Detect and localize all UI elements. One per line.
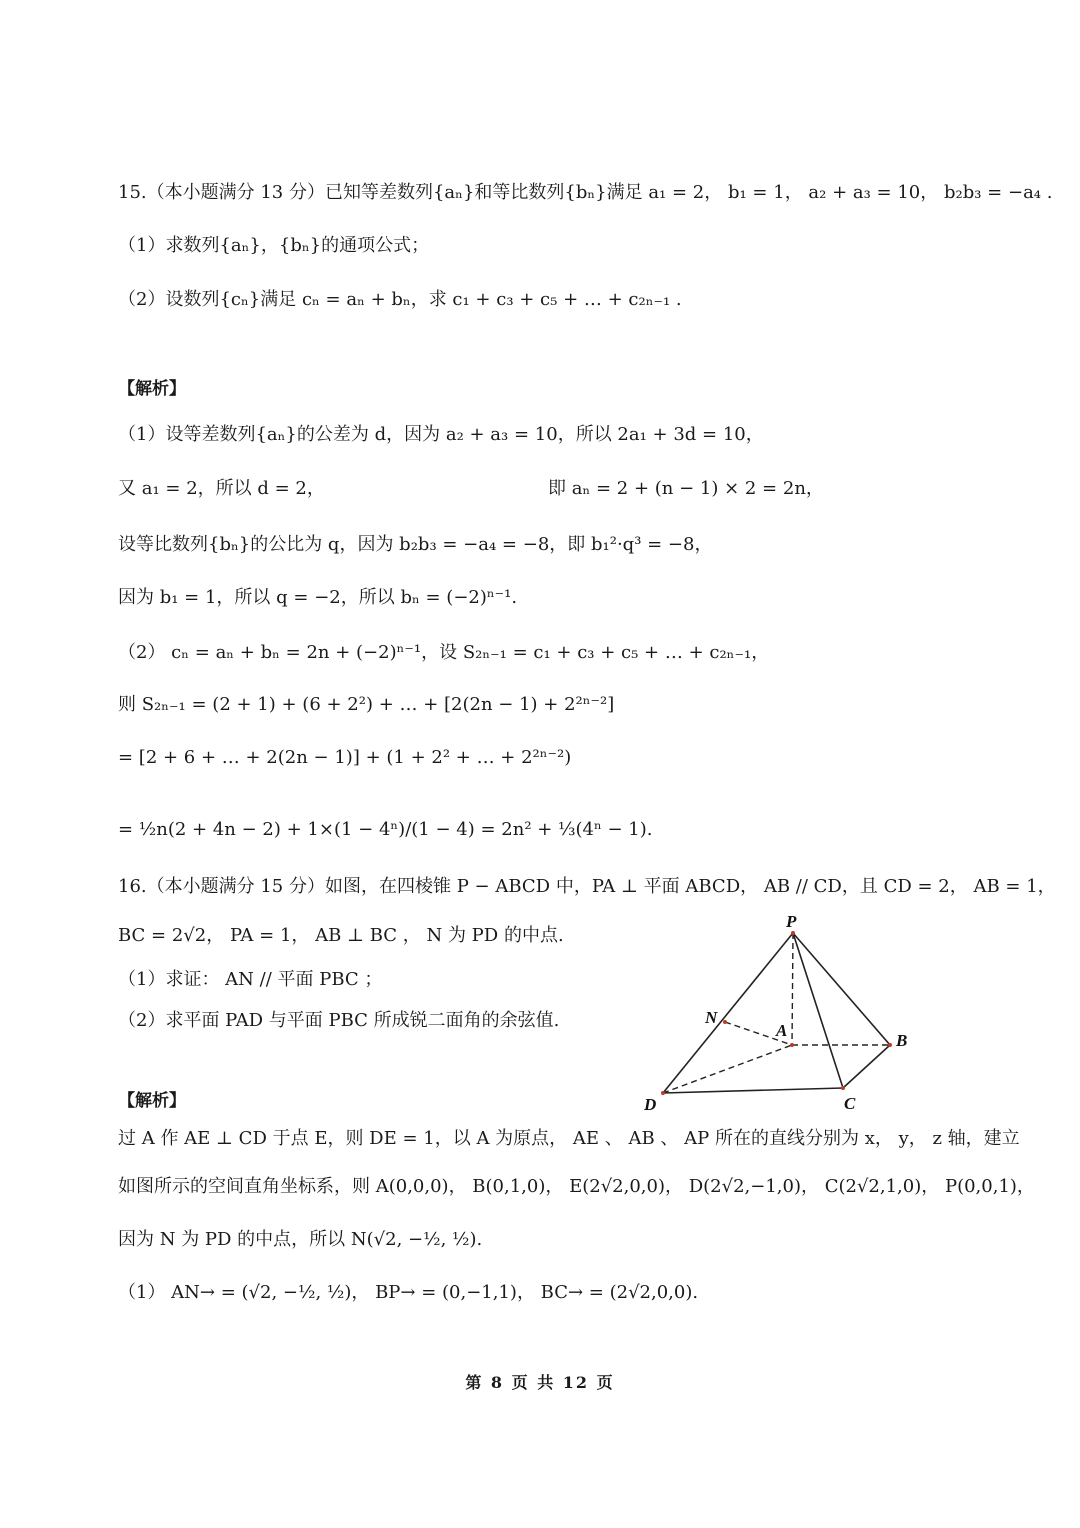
label-P: P [786,912,797,931]
label-B: B [896,1031,908,1050]
vertex-A-dot [790,1043,794,1047]
solution-16-line-4: （1） AN→ = (√2, −½, ½)， BP→ = (0,−1,1)， BC→ = (2√2,0,0). [118,1282,699,1303]
vertex-D-dot [661,1091,665,1095]
pyramid-diagram [630,912,930,1115]
solution-15-line-8: = ½n(2 + 4n − 2) + 1×(1 − 4ⁿ)/(1 − 4) = 2n² + ⅓(4ⁿ − 1). [118,819,653,840]
edge-CB [843,1045,890,1088]
problem-16-statement-2: BC = 2√2， PA = 1， AB ⊥ BC ， N 为 PD 的中点. [118,925,564,946]
solution-15-line-5: （2） cₙ = aₙ + bₙ = 2n + (−2)ⁿ⁻¹，设 S₂ₙ₋₁ = c₁ + c₃ + c₅ + … + c₂ₙ₋₁， [118,642,770,663]
problem-15-part-2: （2）设数列{cₙ}满足 cₙ = aₙ + bₙ，求 c₁ + c₃ + c₅ + … + c₂ₙ₋₁ . [118,289,682,310]
solution-16-heading: 【解析】 [118,1091,186,1111]
solution-15-heading: 【解析】 [118,379,186,399]
solution-15-line-2a: 又 a₁ = 2，所以 d = 2， [118,478,325,499]
vertex-C-dot [841,1086,845,1090]
edge-PD [663,933,793,1093]
edge-PB [793,933,890,1045]
label-A: A [776,1021,788,1040]
label-C: C [844,1094,856,1113]
page-footer: 第 8 页 共 12 页 [465,1373,615,1392]
solution-15-line-2b: 即 aₙ = 2 + (n − 1) × 2 = 2n， [548,478,824,499]
vertex-P-dot [791,931,795,935]
solution-15-line-4: 因为 b₁ = 1，所以 q = −2，所以 bₙ = (−2)ⁿ⁻¹. [118,587,518,608]
label-D: D [644,1095,657,1114]
solution-16-line-1: 过 A 作 AE ⊥ CD 于点 E，则 DE = 1，以 A 为原点， AE 、 AB 、 AP 所在的直线分别为 x， y， z 轴，建立 [118,1128,1020,1149]
solution-15-line-1: （1）设等差数列{aₙ}的公差为 d，因为 a₂ + a₃ = 10，所以 2a₁ + 3d = 10， [118,424,764,445]
solution-16-line-3: 因为 N 为 PD 的中点，所以 N(√2, −½, ½). [118,1229,483,1250]
problem-15-statement: 15.（本小题满分 13 分）已知等差数列{aₙ}和等比数列{bₙ}满足 a₁ = 2， b₁ = 1， a₂ + a₃ = 10， b₂b₃ = −a₄ . [118,182,1053,203]
problem-16-part-2: （2）求平面 PAD 与平面 PBC 所成锐二面角的余弦值. [118,1010,560,1031]
solution-15-line-7: = [2 + 6 + … + 2(2n − 1)] + (1 + 2² + … + 2²ⁿ⁻²) [118,747,572,768]
edge-PC [793,933,843,1088]
vertex-N-dot [723,1020,727,1024]
edge-PA [792,933,793,1045]
pyramid-figure [630,912,930,1115]
edge-DC [663,1088,843,1093]
problem-16-part-1: （1）求证： AN // 平面 PBC ； [118,969,383,990]
problem-15-part-1: （1）求数列{aₙ}，{bₙ}的通项公式； [118,235,430,256]
solution-15-line-3: 设等比数列{bₙ}的公比为 q，因为 b₂b₃ = −a₄ = −8，即 b₁²·q³ = −8， [118,534,713,555]
vertex-B-dot [888,1043,892,1047]
problem-16-statement-1: 16.（本小题满分 15 分）如图，在四棱锥 P − ABCD 中，PA ⊥ 平面 ABCD， AB // CD，且 CD = 2， AB = 1， [118,876,1056,897]
solution-15-line-6: 则 S₂ₙ₋₁ = (2 + 1) + (6 + 2²) + … + [2(2n − 1) + 2²ⁿ⁻²] [118,694,615,715]
label-N: N [705,1008,718,1027]
solution-16-line-2: 如图所示的空间直角坐标系，则 A(0,0,0)， B(0,1,0)， E(2√2,0,0)， D(2√2,−1,0)， C(2√2,1,0)， P(0,0,1)， [118,1176,1035,1197]
